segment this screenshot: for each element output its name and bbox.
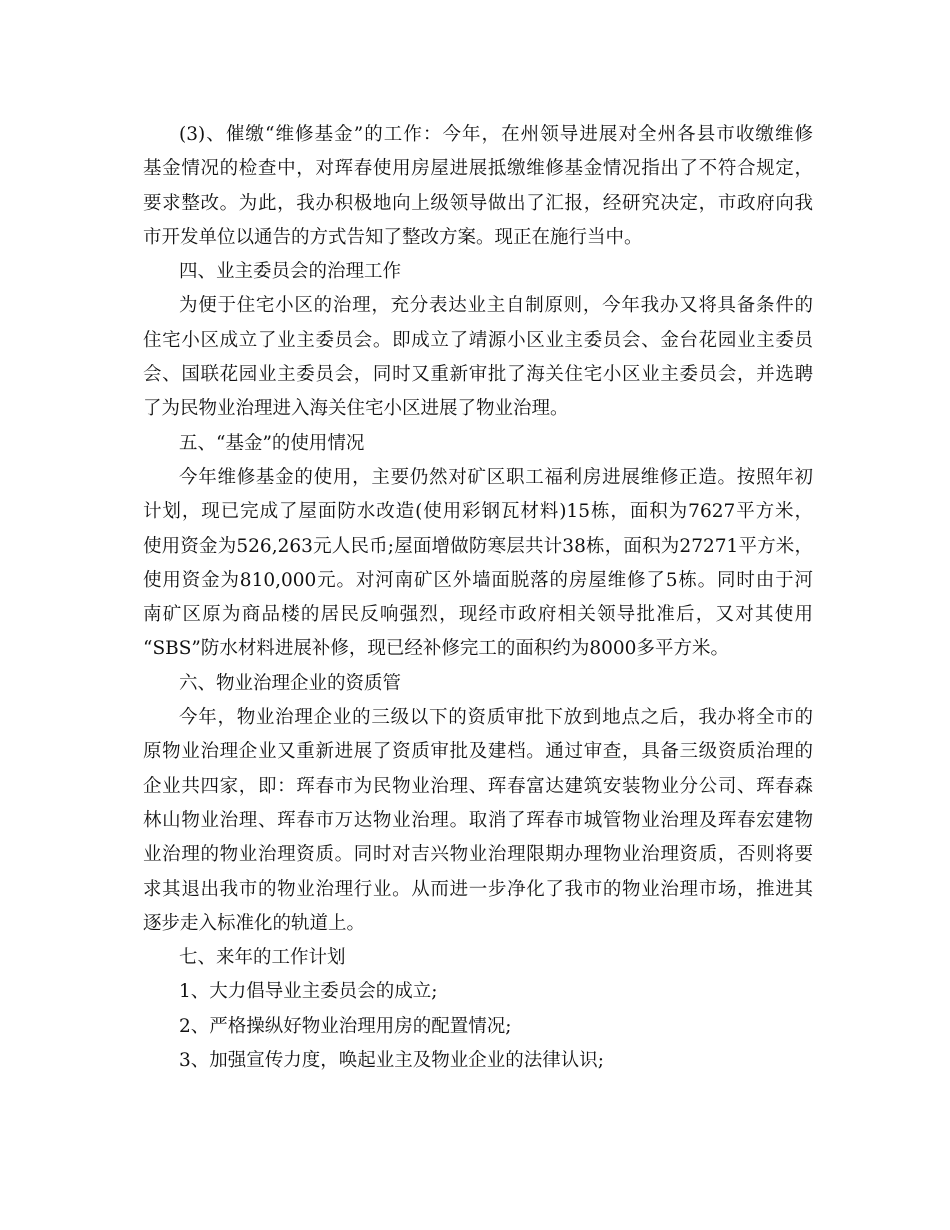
text-line: 业治理的物业治理资质。同时对吉兴物业治理限期办理物业治理资质，否则将要 bbox=[143, 844, 813, 866]
list-item: 2、严格操纵好物业治理用房的配置情况; bbox=[179, 1015, 512, 1037]
text-line: 逐步走入标准化的轨道上。 bbox=[143, 912, 366, 934]
text-line: 为便于住宅小区的治理，充分表达业主自制原则，今年我办又将具备条件的 bbox=[179, 295, 813, 317]
text-line: 求其退出我市的物业治理行业。从而进一步净化了我市的物业治理市场，推进其 bbox=[143, 878, 813, 900]
text-line: 了为民物业治理进入海关住宅小区进展了物业治理。 bbox=[143, 398, 569, 420]
section-heading: 七、来年的工作计划 bbox=[179, 947, 346, 969]
text-line: 使用资金为810,000元。对河南矿区外墙面脱落的房屋维修了5栋。同时由于河 bbox=[143, 569, 813, 591]
text-line: 南矿区原为商品楼的居民反响强烈，现经市政府相关领导批准后，又对其使用 bbox=[143, 604, 813, 626]
document-body bbox=[143, 118, 813, 1078]
section-heading: 四、业主委员会的治理工作 bbox=[179, 261, 402, 283]
list-item: 1、大力倡导业主委员会的成立; bbox=[179, 981, 438, 1003]
text-line: 企业共四家，即：珲春市为民物业治理、珲春富达建筑安装物业分公司、珲春森 bbox=[143, 775, 813, 797]
text-line: 住宅小区成立了业主委员会。即成立了靖源小区业主委员会、金台花园业主委员 bbox=[143, 329, 813, 351]
text-line: 今年，物业治理企业的三级以下的资质审批下放到地点之后，我办将全市的 bbox=[179, 707, 813, 729]
text-line: 要求整改。为此，我办积极地向上级领导做出了汇报，经研究决定，市政府向我 bbox=[143, 192, 813, 214]
text-line: 原物业治理企业又重新进展了资质审批及建档。通过审查，具备三级资质治理的 bbox=[143, 741, 813, 763]
text-line: 计划，现已完成了屋面防水改造(使用彩钢瓦材料)15栋，面积为7627平方米， bbox=[143, 501, 813, 523]
text-line: (3)、催缴“维修基金”的工作：今年，在州领导进展对全州各县市收缴维修 bbox=[179, 124, 813, 145]
section-heading: 六、物业治理企业的资质管 bbox=[179, 672, 402, 694]
list-item: 3、加强宣传力度，唤起业主及物业企业的法律认识; bbox=[179, 1050, 605, 1072]
text-line: “SBS”防水材料进展补修，现已经补修完工的面积约为8000多平方米。 bbox=[143, 638, 729, 660]
text-line: 基金情况的检查中，对珲春使用房屋进展抵缴维修基金情况指出了不符合规定， bbox=[143, 158, 813, 180]
section-heading: 五、“基金”的使用情况 bbox=[179, 432, 365, 454]
text-line: 会、国联花园业主委员会，同时又重新审批了海关住宅小区业主委员会，并选聘 bbox=[143, 364, 813, 386]
text-line: 今年维修基金的使用，主要仍然对矿区职工福利房进展维修正造。按照年初 bbox=[179, 466, 813, 488]
text-line: 市开发单位以通告的方式告知了整改方案。现正在施行当中。 bbox=[143, 226, 643, 248]
text-line: 使用资金为526,263元人民币;屋面增做防寒层共计38栋，面积为27271平方米， bbox=[143, 535, 813, 557]
text-line: 林山物业治理、珲春市万达物业治理。取消了珲春市城管物业治理及珲春宏建物 bbox=[143, 809, 813, 831]
